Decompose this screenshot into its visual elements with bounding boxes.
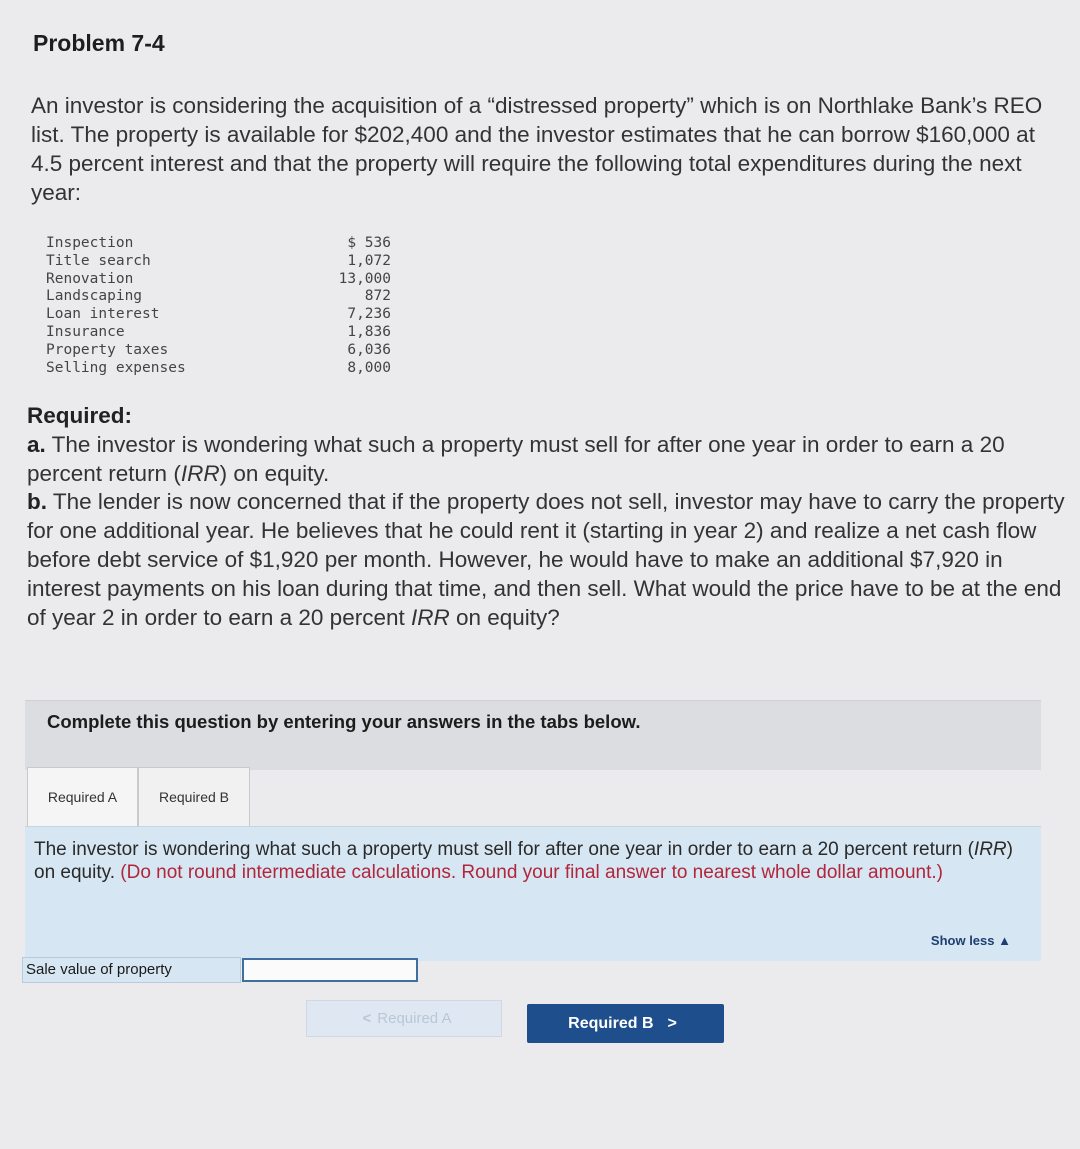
expenditure-value: $ 536 bbox=[347, 235, 391, 251]
panel-text-part2: ) on equity. bbox=[34, 839, 1013, 883]
instruction-text: Complete this question by entering your answers in the tabs below. bbox=[47, 711, 641, 732]
expenditure-label: Selling expenses bbox=[46, 359, 186, 376]
expenditure-label: Loan interest bbox=[46, 306, 160, 323]
show-less-link[interactable] bbox=[931, 933, 1011, 948]
expenditure-row bbox=[46, 360, 391, 378]
sale-value-input[interactable] bbox=[242, 958, 418, 982]
required-section bbox=[27, 402, 1067, 632]
required-b-text bbox=[27, 488, 1067, 632]
required-heading: Required: bbox=[27, 403, 133, 428]
required-a-part1: The investor is wondering what such a property must sell for after one year in order to earn a 20 percent return ( bbox=[27, 431, 1005, 486]
tab-required-b[interactable] bbox=[138, 767, 250, 826]
expenditure-value: 1,836 bbox=[347, 323, 391, 340]
prev-tab-button[interactable] bbox=[306, 1000, 502, 1037]
expenditure-value: 7,236 bbox=[347, 306, 391, 323]
expenditure-row bbox=[46, 253, 391, 271]
expenditure-label: Inspection bbox=[46, 235, 134, 251]
prev-tab-label: Required A bbox=[377, 1010, 452, 1027]
problem-title: Problem 7-4 bbox=[33, 30, 165, 56]
required-a-part2: ) on equity. bbox=[219, 460, 330, 486]
irr-term: IRR bbox=[180, 460, 220, 486]
tab-label: Required B bbox=[158, 789, 230, 805]
show-less-label: Show less bbox=[930, 933, 995, 948]
tab-required-a[interactable] bbox=[27, 767, 138, 826]
expenditure-label: Insurance bbox=[46, 323, 125, 340]
required-a-text bbox=[27, 431, 1067, 489]
panel-text-part1: The investor is wondering what such a property must sell for after one year in order to earn a 20 percent return ( bbox=[34, 839, 974, 860]
next-tab-label: Required B bbox=[568, 1014, 654, 1032]
required-b-part2: on equity? bbox=[449, 604, 560, 630]
expenditure-label: Property taxes bbox=[46, 341, 169, 358]
expenditure-row bbox=[46, 324, 391, 342]
expenditure-value: 8,000 bbox=[347, 359, 391, 376]
chevron-left-icon: < bbox=[362, 1010, 372, 1027]
expenditure-value: 13,000 bbox=[338, 270, 391, 287]
question-panel bbox=[25, 826, 1041, 961]
expenditure-row bbox=[46, 342, 391, 360]
tab-label: Required A bbox=[47, 789, 118, 805]
required-a-prefix: a. bbox=[27, 431, 46, 457]
expenditure-row bbox=[46, 306, 391, 324]
required-b-part1: The lender is now concerned that if the property does not sell, investor may have to carry the property for one additional year. He believes that he could rent it (starting in year 2) and realize a net cash flow before debt service of $1,920 per month. However, he would have to make an additional $7,920 in interest payments on his loan during that time, and then sell. What would the price have to be at the end of year 2 in order to earn a 20 percent bbox=[27, 489, 1065, 630]
chevron-right-icon: > bbox=[667, 1014, 677, 1032]
expenditure-label: Renovation bbox=[46, 270, 134, 287]
expenditure-row bbox=[46, 288, 391, 306]
expenditure-value: 1,072 bbox=[347, 252, 391, 269]
expenditure-row bbox=[46, 271, 391, 289]
required-b-prefix: b. bbox=[27, 489, 47, 515]
expenditure-row bbox=[46, 235, 391, 253]
irr-term: IRR bbox=[410, 604, 450, 630]
expenditure-label: Landscaping bbox=[46, 288, 143, 305]
next-tab-button[interactable] bbox=[527, 1004, 724, 1043]
instruction-banner bbox=[25, 700, 1041, 770]
expenditure-label: Title search bbox=[46, 252, 151, 269]
expenditures-table bbox=[46, 235, 391, 377]
panel-question bbox=[34, 838, 1034, 884]
panel-rounding-note: (Do not round intermediate calculations. Round your final answer to nearest whole dollar amount.) bbox=[120, 862, 943, 883]
expenditure-value: 6,036 bbox=[347, 341, 391, 358]
answer-label: Sale value of property bbox=[22, 957, 241, 983]
irr-term: IRR bbox=[973, 839, 1007, 860]
problem-intro: An investor is considering the acquisition of a “distressed property” which is on Northlake Bank’s REO list. The property is available for $202,400 and the investor estimates that he can borrow $160,000 at 4.5 percent interest and that the property will require the following total expenditures during the next year: bbox=[31, 93, 1043, 205]
triangle-up-icon: ▲ bbox=[998, 933, 1011, 948]
expenditure-value: 872 bbox=[364, 288, 391, 305]
